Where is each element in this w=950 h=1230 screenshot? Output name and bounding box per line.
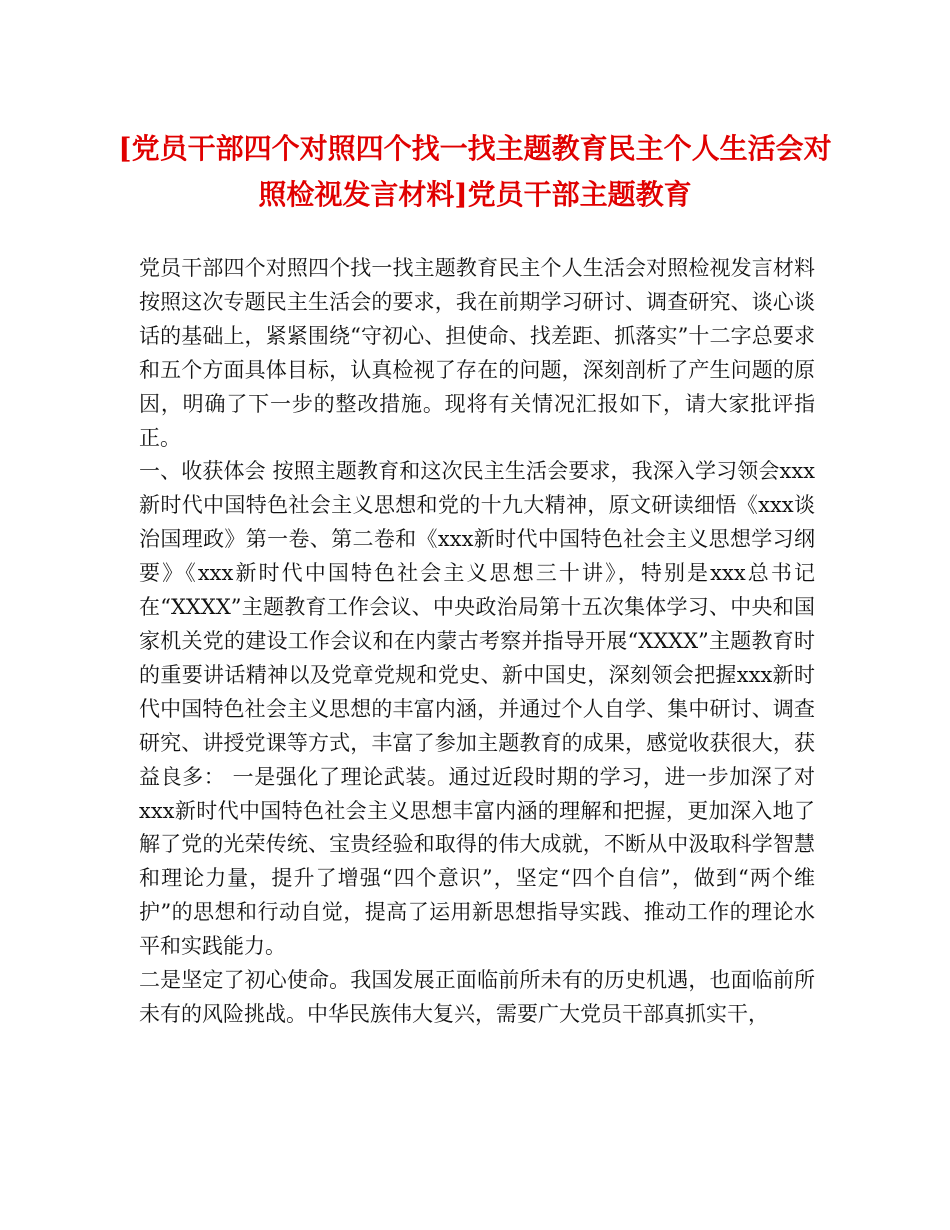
document-body: [139, 252, 815, 1032]
paragraph-intro: 党员干部四个对照四个找一找主题教育民主个人生活会对照检视发言材料 按照这次专题民主生活会的要求，我在前期学习研讨、调查研究、谈心谈话的基础上，紧紧围绕“守初心、担使命、找差距、抓落实”十二字总要求和五个方面具体目标，认真检视了存在的问题，深刻剖析了产生问题的原因，明确了下一步的整改措施。现将有关情况汇报如下，请大家批评指正。: [139, 256, 815, 450]
paragraph-section-one: 一、收获体会 按照主题教育和这次民主生活会要求，我深入学习领会xxx新时代中国特色社会主义思想和党的十九大精神，原文研读细悟《xxx谈治国理政》第一卷、第二卷和《xxx新时代中国特色社会主义思想学习纲要》《xxx新时代中国特色社会主义思想三十讲》，特别是xxx总书记在“XXXX”主题教育工作会议、中央政治局第十五次集体学习、中央和国家机关党的建设工作会议和在内蒙古考察并指导开展“XXXX”主题教育时的重要讲话精神以及党章党规和党史、新中国史，深刻领会把握xxx新时代中国特色社会主义思想的丰富内涵，并通过个人自学、集中研讨、调查研究、讲授党课等方式，丰富了参加主题教育的成果，感觉收获很大，获益良多： 一是强化了理论武装。通过近段时期的学习，进一步加深了对xxx新时代中国特色社会主义思想丰富内涵的理解和把握，更加深入地了解了党的光荣传统、宝贵经验和取得的伟大成就，不断从中汲取科学智慧和理论力量，提升了增强“四个意识”，坚定“四个自信”，做到“两个维护”的思想和行动自觉，提高了运用新思想指导实践、推动工作的理论水平和实践能力。: [139, 459, 815, 959]
document-title: [党员干部四个对照四个找一找主题教育民主个人生活会对照检视发言材料]党员干部主题教育: [118, 132, 832, 211]
paragraph-point-two: 二是坚定了初心使命。我国发展正面临前所未有的历史机遇，也面临前所未有的风险挑战。中华民族伟大复兴，需要广大党员干部真抓实干，: [139, 968, 815, 1026]
